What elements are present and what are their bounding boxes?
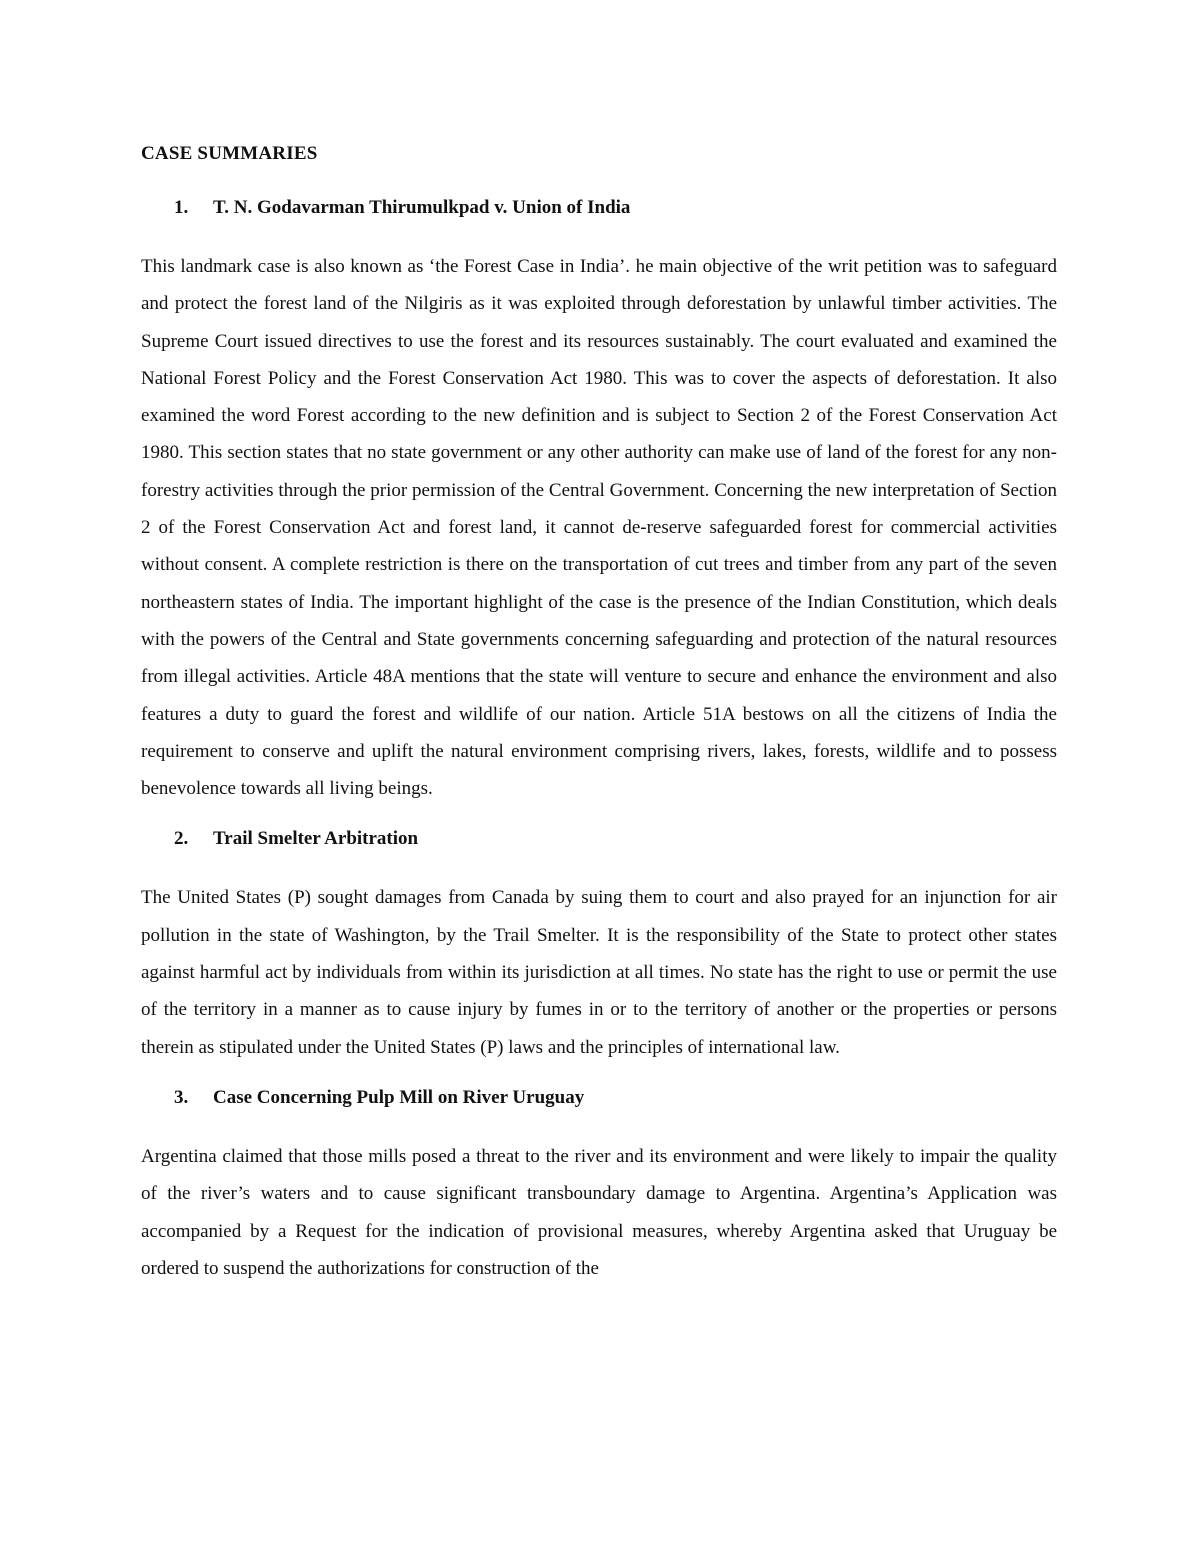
case-title: Case Concerning Pulp Mill on River Uruguay	[213, 1086, 585, 1108]
case-number: 2.	[174, 828, 189, 850]
case-summary-1: This landmark case is also known as ‘the Forest Case in India’. he main objective of the writ petition was to safeguard and protect the forest land of the Nilgiris as it was exploited through deforestation by unlawful timber activities. The Supreme Court issued directives to use the forest and its resources sustainably. The court evaluated and examined the National Forest Policy and the Forest Conservation Act 1980. This was to cover the aspects of deforestation. It also examined the word Forest according to the new definition and is subject to Section 2 of the Forest Conservation Act 1980. This section states that no state government or any other authority can make use of land of the forest for any non-forestry activities through the prior permission of the Central Government. Concerning the new interpretation of Section 2 of the Forest Conservation Act and forest land, it cannot de-reserve safeguarded forest for commercial activities without consent. A complete restriction is there on the transportation of cut trees and timber from any part of the seven northeastern states of India. The important highlight of the case is the presence of the Indian Constitution, which deals with the powers of the Central and State governments concerning safeguarding and protection of the natural resources from illegal activities. Article 48A mentions that the state will venture to secure and enhance the environment and also features a duty to guard the forest and wildlife of our nation. Article 51A bestows on all the citizens of India the requirement to conserve and uplift the natural environment comprising rivers, lakes, forests, wildlife and to possess benevolence towards all living beings.	[141, 256, 1057, 800]
case-title: Trail Smelter Arbitration	[213, 828, 419, 850]
case-number: 1.	[174, 197, 189, 218]
case-heading-2	[141, 826, 1057, 852]
case-heading-1	[141, 195, 1057, 221]
document-content	[141, 141, 1057, 1306]
case-title: T. N. Godavarman Thirumulkpad v. Union of India	[213, 197, 631, 218]
page-title: CASE SUMMARIES	[141, 143, 318, 164]
case-summary-3: Argentina claimed that those mills posed a threat to the river and its environment and were likely to impair the quality of the river’s waters and to cause significant transboundary damage to Argentina. Argentina’s Application was accompanied by a Request for the indication of provisional measures, whereby Argentina asked that Uruguay be ordered to suspend the authorizations for construction of the	[141, 1145, 1057, 1279]
case-heading-3	[141, 1085, 1057, 1111]
case-summary-2: The United States (P) sought damages from Canada by suing them to court and also prayed for an injunction for air pollution in the state of Washington, by the Trail Smelter. It is the responsibility of the State to protect other states against harmful act by individuals from within its jurisdiction at all times. No state has the right to use or permit the use of the territory in a manner as to cause injury by fumes in or to the territory of another or the properties or persons therein as stipulated under the United States (P) laws and the principles of international law.	[141, 887, 1057, 1058]
case-number: 3.	[174, 1086, 189, 1108]
